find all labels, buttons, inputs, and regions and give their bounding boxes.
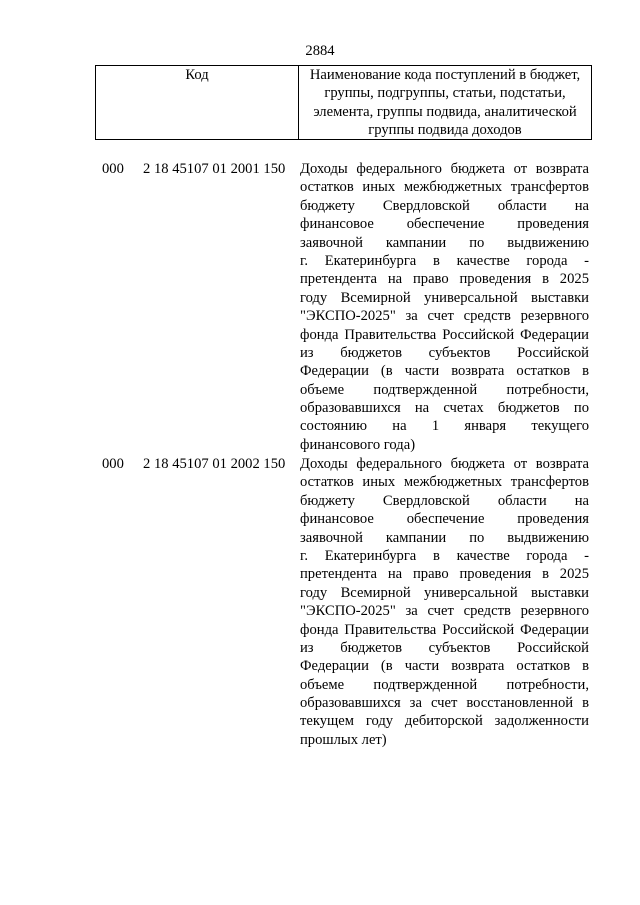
income-name-line: "ЭКСПО-2025" за счет средств резервного: [300, 308, 589, 325]
income-name-line: финансового года): [300, 436, 416, 453]
header-name-cell: [299, 66, 591, 140]
table-header: [95, 65, 592, 140]
income-name-line: фонда Правительства Российской Федерации: [300, 621, 589, 638]
header-name-line: Наименование кода поступлений в бюджет,: [309, 67, 581, 83]
header-name-line: элемента, группы подвида, аналитической: [313, 103, 577, 120]
income-name-line: Федерации (в части возврата остатков в: [300, 658, 589, 675]
admin-code: 000: [102, 456, 124, 472]
income-name-line: Доходы федерального бюджета от возврата: [300, 456, 589, 472]
income-name-line: объеме подтвержденной потребности,: [300, 381, 589, 398]
income-name-line: остатков иных межбюджетных трансфертов: [300, 474, 589, 491]
income-name-line: финансовое обеспечение проведения: [300, 216, 589, 233]
income-name-line: претендента на право проведения в 2025: [300, 566, 589, 583]
income-name-line: претендента на право проведения в 2025: [300, 271, 589, 288]
header-code-label: Код: [185, 67, 209, 83]
income-code: 2 18 45107 01 2002 150: [143, 456, 286, 472]
income-name-line: из бюджетов субъектов Российской: [300, 344, 589, 361]
income-name-line: "ЭКСПО-2025" за счет средств резервного: [300, 603, 589, 620]
income-name-line: заявочной кампании по выдвижению: [300, 234, 589, 251]
admin-code: 000: [102, 161, 124, 177]
income-name-line: состоянию на 1 января текущего: [300, 418, 589, 435]
income-name-line: образовавшихся за счет восстановленной в: [300, 695, 589, 712]
income-name-line: прошлых лет): [300, 731, 387, 748]
income-name-line: образовавшихся на счетах бюджетов по: [300, 400, 589, 417]
income-name-line: бюджету Свердловской области на: [300, 197, 589, 214]
income-name-line: году Всемирной универсальной выставки: [300, 584, 589, 601]
income-name-line: объеме подтвержденной потребности,: [300, 676, 589, 693]
income-name-line: остатков иных межбюджетных трансфертов: [300, 179, 589, 196]
income-name: [300, 160, 589, 454]
income-code: 2 18 45107 01 2001 150: [143, 161, 286, 177]
income-name-line: году Всемирной универсальной выставки: [300, 289, 589, 306]
income-name-line: фонда Правительства Российской Федерации: [300, 326, 589, 343]
income-name-line: Доходы федерального бюджета от возврата: [300, 161, 589, 177]
income-name: [300, 455, 589, 749]
page-number: 2884: [305, 43, 335, 59]
income-name-line: бюджету Свердловской области на: [300, 492, 589, 509]
income-name-line: Федерации (в части возврата остатков в: [300, 363, 589, 380]
income-name-line: финансовое обеспечение проведения: [300, 511, 589, 528]
header-code-cell: [96, 66, 299, 139]
header-name-line: группы подвида доходов: [368, 122, 522, 139]
income-name-line: заявочной кампании по выдвижению: [300, 529, 589, 546]
income-name-line: из бюджетов субъектов Российской: [300, 639, 589, 656]
income-name-line: текущем году дебиторской задолженности: [300, 713, 589, 730]
income-name-line: г. Екатеринбурга в качестве города -: [300, 252, 589, 269]
income-name-line: г. Екатеринбурга в качестве города -: [300, 547, 589, 564]
header-name-line: группы, подгруппы, статьи, подстатьи,: [324, 85, 566, 102]
